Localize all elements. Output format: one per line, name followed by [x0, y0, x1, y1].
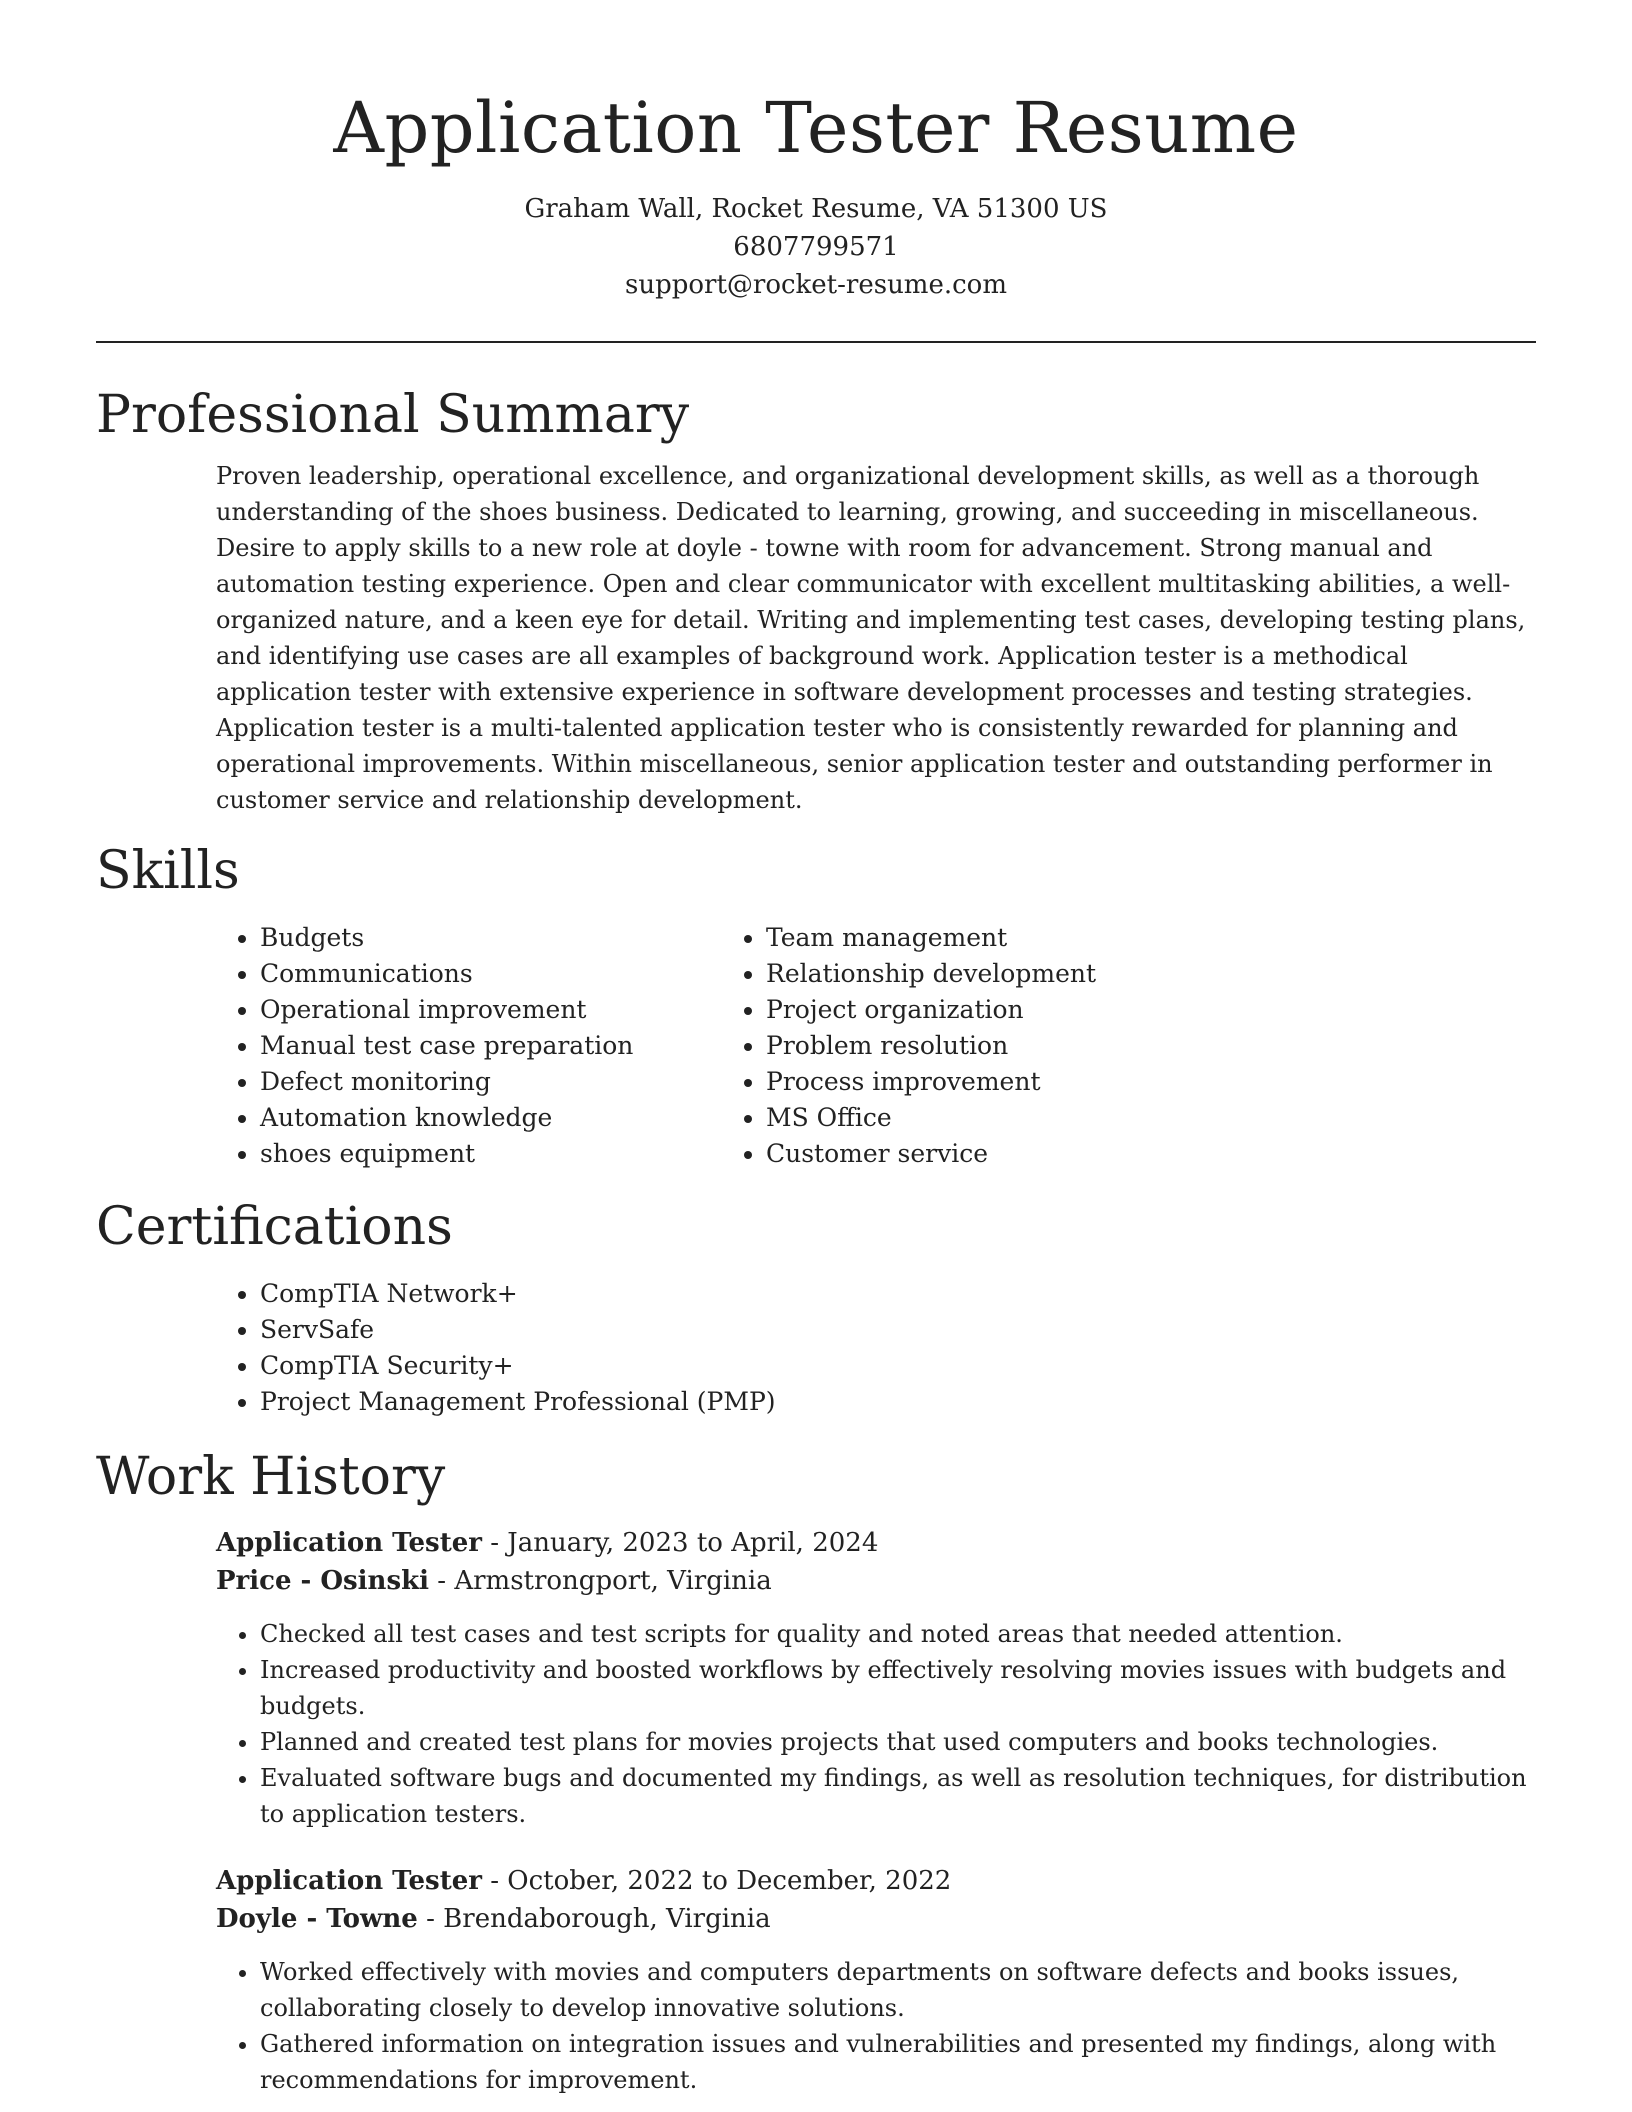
skill-item: • Communications [260, 956, 746, 992]
summary-heading: Professional Summary [96, 385, 690, 445]
contact-block [0, 190, 1632, 304]
job-company: Doyle - Towne [216, 1904, 418, 1934]
skill-item: • Defect monitoring [260, 1064, 746, 1100]
job-location: Brendaborough, Virginia [443, 1904, 771, 1934]
certifications-section [96, 1192, 1536, 1420]
job-bullet: • Checked all test cases and test scripts for quality and noted areas that needed attention. [260, 1616, 1536, 1652]
job-bullet: • Increased productivity and boosted workflows by effectively resolving movies issues with budgets and budgets. [260, 1652, 1536, 1724]
resume-header [0, 0, 1632, 304]
skill-item: • Budgets [260, 920, 746, 956]
certification-item: • CompTIA Network+ [260, 1276, 1536, 1312]
summary-section [96, 380, 1536, 818]
skill-item: • MS Office [766, 1100, 1252, 1136]
job-bullets [260, 1616, 1536, 1832]
skill-item: • Problem resolution [766, 1028, 1252, 1064]
job-company-line: Price - Osinski - Armstrongport, Virginia [216, 1566, 772, 1596]
contact-phone: 6807799571 [733, 232, 899, 262]
job-bullets [260, 1954, 1536, 2098]
job-title-line: Application Tester - January, 2023 to April, 2024 [216, 1528, 879, 1558]
header-divider [96, 341, 1536, 343]
job-bullet: • Planned and created test plans for movies projects that used computers and books technologies. [260, 1724, 1536, 1760]
certification-item: • Project Management Professional (PMP) [260, 1384, 1536, 1420]
skills-heading: Skills [96, 841, 240, 901]
skills-columns [96, 920, 1536, 1172]
page-title: Application Tester Resume [333, 87, 1299, 169]
job-bullet: • Evaluated software bugs and documented my findings, as well as resolution techniques, for distribution to application testers. [260, 1760, 1536, 1832]
job-company: Price - Osinski [216, 1566, 429, 1596]
skill-item: • Process improvement [766, 1064, 1252, 1100]
skill-item: • Operational improvement [260, 992, 746, 1028]
skill-item: • Customer service [766, 1136, 1252, 1172]
job-entry [216, 1524, 1536, 1832]
work-history-section [96, 1442, 1536, 2098]
contact-address: Graham Wall, Rocket Resume, VA 51300 US [524, 194, 1108, 224]
job-dates: January, 2023 to April, 2024 [507, 1528, 879, 1558]
skills-section [96, 836, 1536, 1172]
skill-item: • Project organization [766, 992, 1252, 1028]
job-company-line: Doyle - Towne - Brendaborough, Virginia [216, 1904, 771, 1934]
job-title-line: Application Tester - October, 2022 to December, 2022 [216, 1866, 952, 1896]
job-entry [216, 1862, 1536, 2098]
skill-item: • Team management [766, 920, 1252, 956]
contact-email: support@rocket-resume.com [624, 270, 1007, 300]
resume-content [96, 380, 1536, 2098]
summary-text: Proven leadership, operational excellence, and organizational development skills, as well as a thorough understanding of the shoes business. Dedicated to learning, growing, and succeeding in miscellaneous. Desire to apply skills to a new role at doyle - towne with room for advancement. Strong manual and automation testing experience. Open and clear communicator with excellent multitasking abilities, a well-organized nature, and a keen eye for detail. Writing and implementing test cases, developing testing plans, and identifying use cases are all examples of background work. Application tester is a methodical application tester with extensive experience in software development processes and testing strategies. Application tester is a multi-talented application tester who is consistently rewarded for planning and operational improvements. Within miscellaneous, senior application tester and outstanding performer in customer service and relationship development. [216, 462, 1526, 814]
job-location: Armstrongport, Virginia [454, 1566, 772, 1596]
job-title: Application Tester [216, 1866, 482, 1896]
job-dates: October, 2022 to December, 2022 [507, 1866, 952, 1896]
skill-item: • shoes equipment [260, 1136, 746, 1172]
job-title: Application Tester [216, 1528, 482, 1558]
job-bullet: • Gathered information on integration issues and vulnerabilities and presented my findings, along with recommendations for improvement. [260, 2026, 1536, 2098]
skills-list-right [766, 920, 1252, 1172]
work-jobs [96, 1524, 1536, 2098]
skill-item: • Automation knowledge [260, 1100, 746, 1136]
certification-item: • CompTIA Security+ [260, 1348, 1536, 1384]
certification-item: • ServSafe [260, 1312, 1536, 1348]
skills-list-left [260, 920, 746, 1172]
skill-item: • Manual test case preparation [260, 1028, 746, 1064]
work-history-heading: Work History [96, 1447, 446, 1507]
skill-item: • Relationship development [766, 956, 1252, 992]
certifications-list [260, 1276, 1536, 1420]
certifications-heading: Certifications [96, 1197, 453, 1257]
job-bullet: • Worked effectively with movies and computers departments on software defects and books issues, collaborating closely to develop innovative solutions. [260, 1954, 1536, 2026]
